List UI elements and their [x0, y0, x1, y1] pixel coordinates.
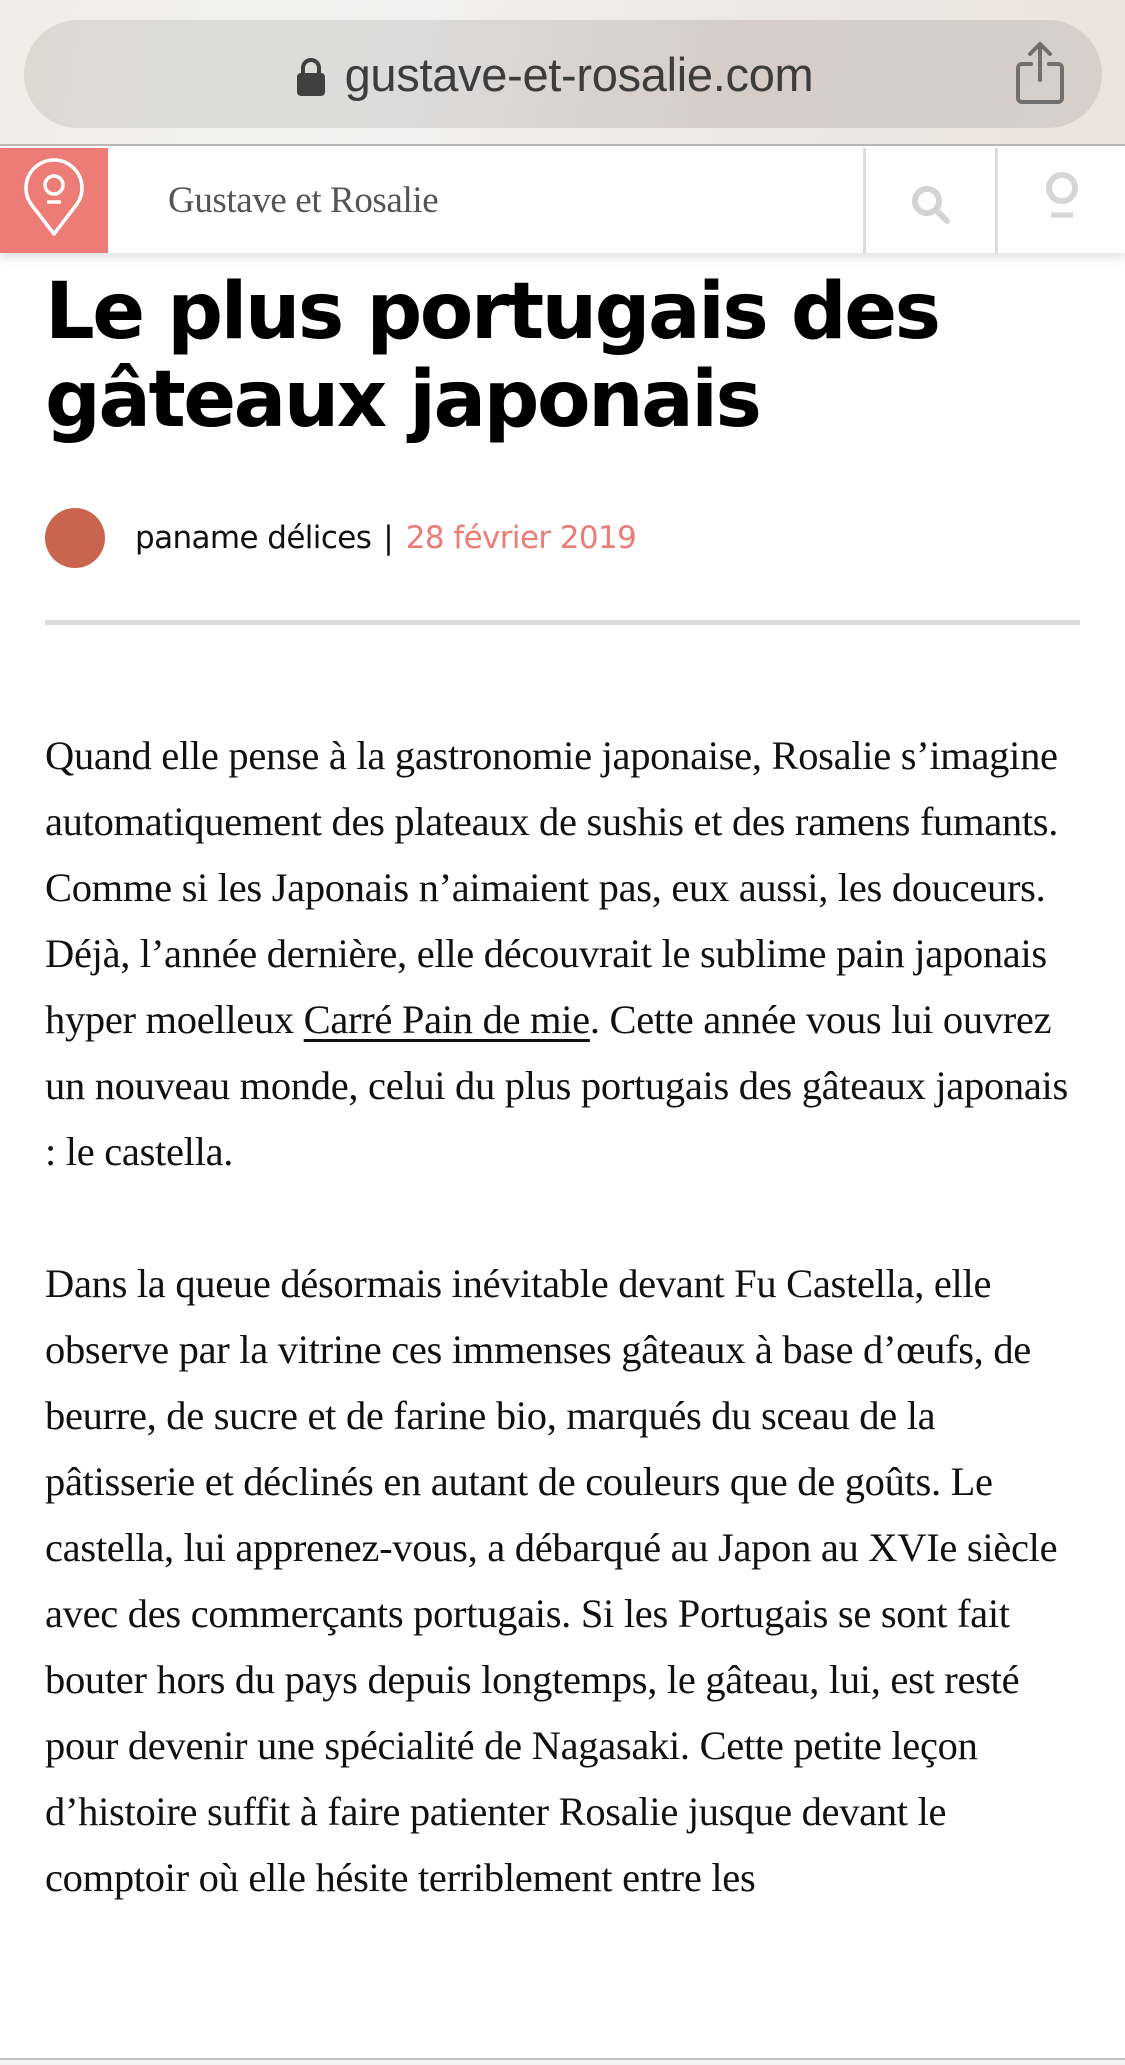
url-text[interactable]: gustave-et-rosalie.com — [344, 47, 814, 101]
paragraph-text: Quand elle pense à la gastronomie japonaise, Rosalie s’imagine automatiquement des plateaux de sushis et des ramens fumants. Comme si les Japonais n’aimaient pas, eux aussi, les douceurs. Déjà, l’année dernière, elle découvrait le sublime pain japonais hyper moelleux — [45, 733, 1059, 1042]
divider — [45, 620, 1080, 625]
article-meta — [45, 506, 1080, 570]
article — [45, 253, 1080, 1977]
url-bar[interactable] — [24, 20, 1102, 128]
url-content — [295, 47, 814, 102]
user-icon — [1042, 171, 1082, 226]
meta-separator: | — [383, 520, 394, 556]
site-name[interactable]: Gustave et Rosalie — [168, 180, 439, 221]
browser-chrome — [0, 0, 1125, 146]
paragraph — [45, 723, 1080, 1185]
publish-date: 28 février 2019 — [405, 520, 637, 556]
search-icon — [910, 184, 952, 231]
share-icon[interactable] — [1014, 40, 1066, 106]
author-name[interactable]: paname délices — [135, 520, 372, 556]
user-account-button[interactable] — [995, 148, 1125, 253]
logo-button[interactable] — [0, 148, 108, 253]
article-title: Le plus portugais des gâteaux japonais — [45, 267, 939, 445]
map-pin-icon — [23, 158, 85, 243]
bottom-toolbar-edge — [0, 2058, 1125, 2065]
paragraph: Dans la queue désormais inévitable devant Fu Castella, elle observe par la vitrine ces immenses gâteaux à base d’œufs, de beurre, de sucre et de farine bio, marqués du sceau de la pâtisserie et déclinés en autant de couleurs que de goûts. Le castella, lui apprenez-vous, a débarqué au Japon au XVIe siècle avec des commerçants portugais. Si les Portugais se sont fait bouter hors du pays depuis longtemps, le gâteau, lui, est resté pour devenir une spécialité de Nagasaki. Cette petite leçon d’histoire suffit à faire patienter Rosalie jusque devant le comptoir où elle hésite terriblement entre les — [45, 1261, 1058, 1900]
carre-pain-de-mie-link[interactable]: Carré Pain de mie — [303, 997, 590, 1042]
site-header — [0, 148, 1125, 253]
search-button[interactable] — [863, 148, 995, 253]
paragraph-text: . Cette année vous lui ouvrez un nouveau monde, celui du plus portugais des gâteaux japonais : le castella. — [45, 997, 1068, 1174]
lock-icon — [295, 57, 327, 97]
article-body — [45, 723, 1080, 1911]
avatar[interactable] — [45, 508, 105, 568]
